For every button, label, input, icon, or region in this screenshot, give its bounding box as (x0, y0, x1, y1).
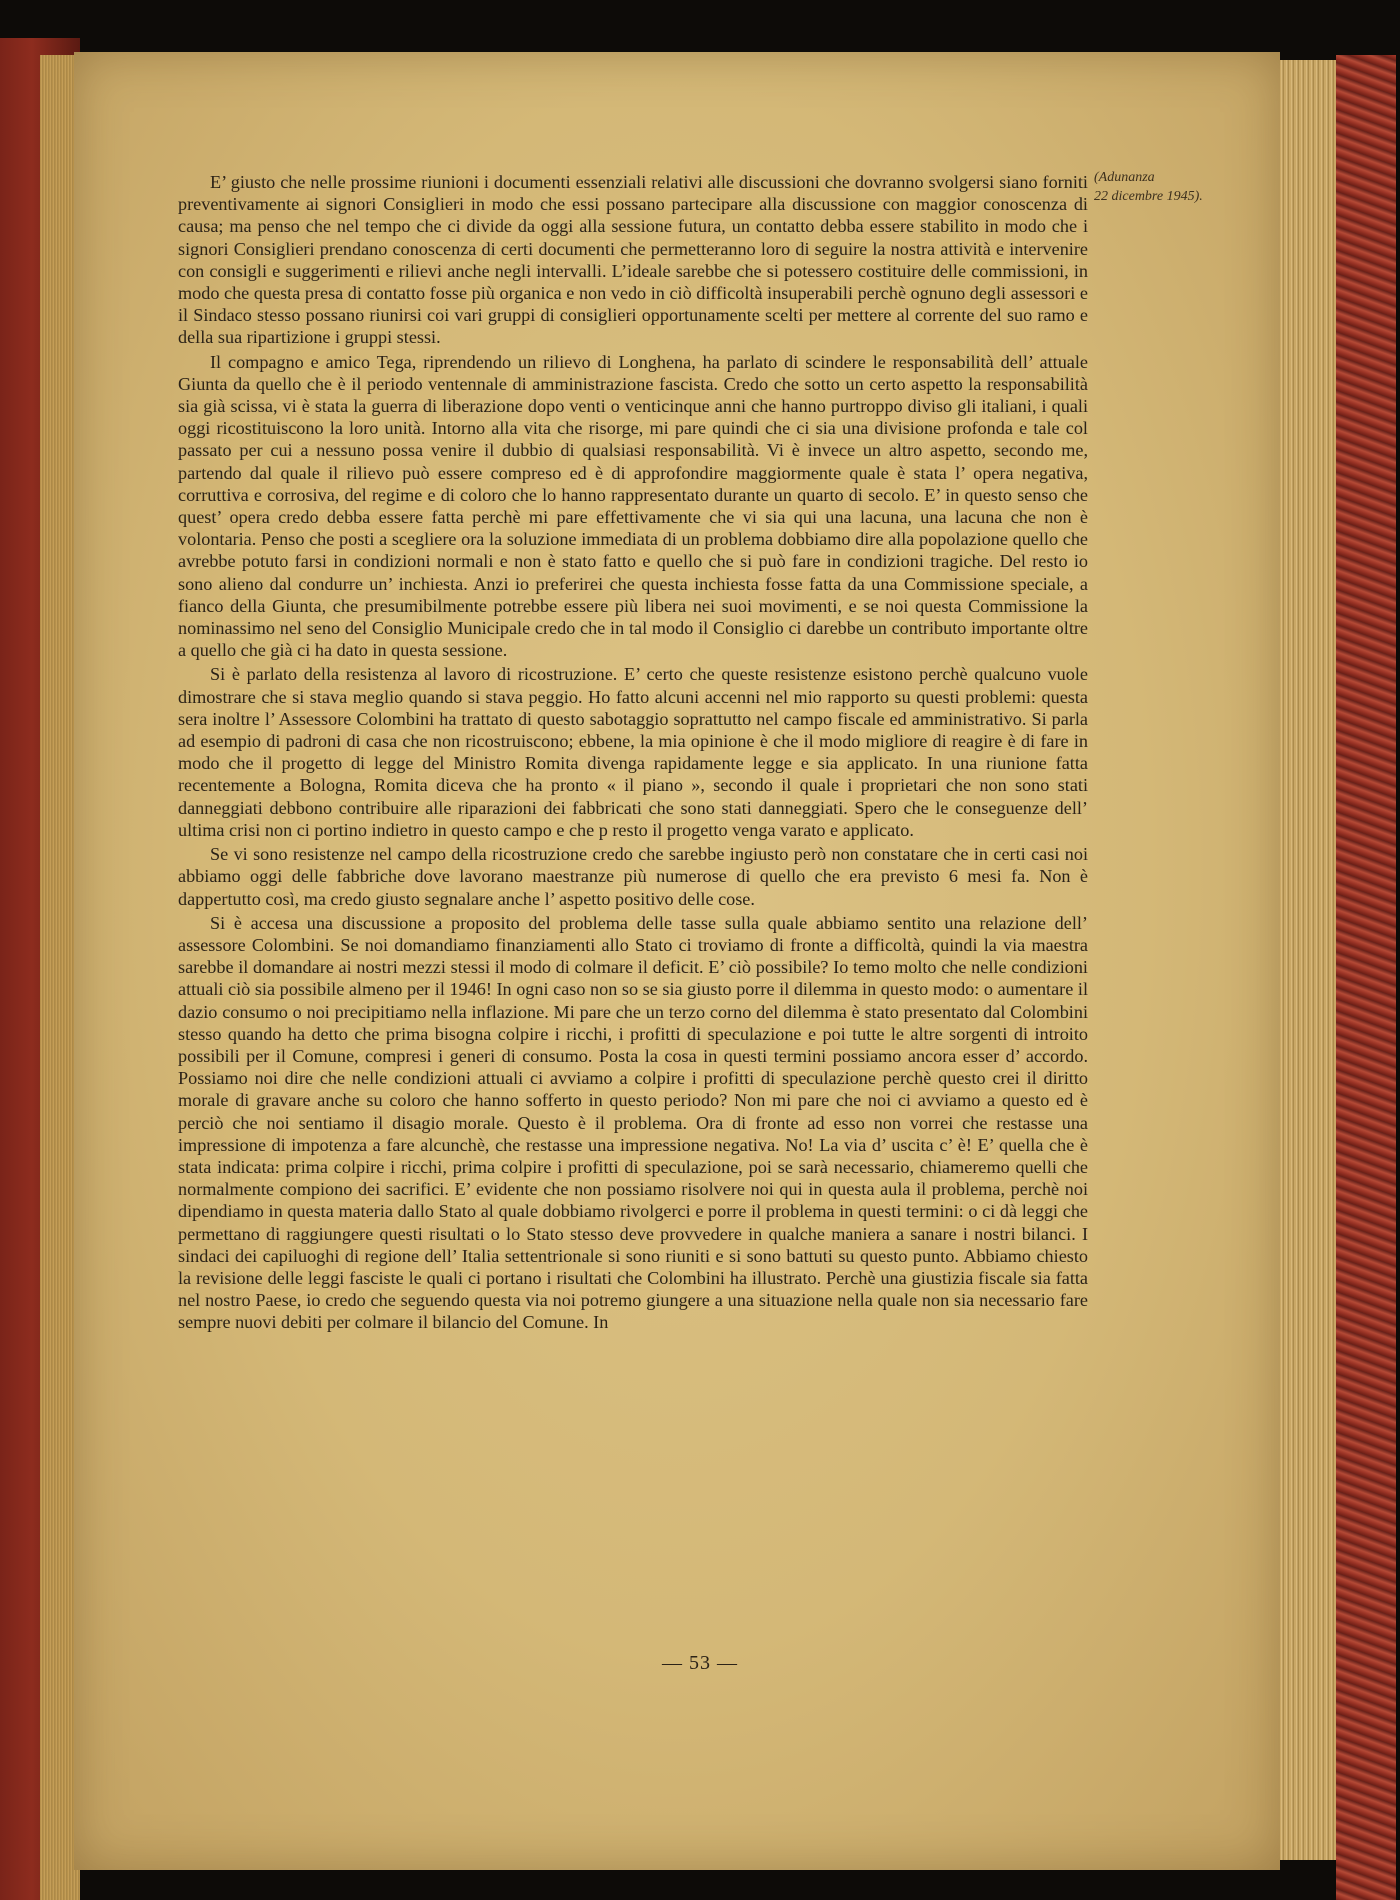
paragraph: Il compagno e amico Tega, riprendendo un rilievo di Longhena, ha parlato di scindere le responsabilità dell’ attuale Giunta da quello che è il periodo ventennale di amministrazione fascista. Credo che sotto un certo aspetto la responsabilità sia già scissa, vi è stata la guerra di liberazione dopo venti o venticinque anni che hanno purtroppo diviso gli italiani, i quali oggi ricostituiscono la loro unità. Intorno alla vita che risorge, mi pare quindi che ci sia una divisione profonda e tale col passato per cui a nessuno possa venire il dubbio di qualsiasi responsabilità. Vi è invece un altro aspetto, secondo me, partendo dal quale il rilievo può essere compreso ed è di approfondire maggiormente quale è stata l’ opera negativa, corruttiva e corrosiva, del regime e di coloro che lo hanno rappresentato durante un quarto di secolo. E’ in questo senso che quest’ opera credo debba essere fatta perchè mi pare effettivamente che vi sia qui una lacuna, una lacuna che non è volontaria. Penso che posti a scegliere ora la soluzione immediata di un problema dobbiamo dire alla popolazione quello che avrebbe potuto farsi in condizioni normali e non è stato fatto e quello che si può fare in condizioni tragiche. Del resto io sono alieno dal condurre un’ inchiesta. Anzi io preferirei che questa inchiesta fosse fatta da una Commissione speciale, a fianco della Giunta, che presumibilmente potrebbe essere più libera nei suoi movimenti, e se noi questa Commissione la nominassimo nel seno del Consiglio Municipale credo che in tal modo il Consiglio ci darebbe un contributo importante oltre a quello che già ci ha dato in questa sessione. (178, 351, 1088, 661)
margin-note-line: 22 dicembre 1945). (1094, 189, 1203, 204)
paragraph: Se vi sono resistenze nel campo della ricostruzione credo che sarebbe ingiusto però non constatare che in certi casi noi abbiamo oggi delle fabbriche dove lavorano maestranze più numerose di quello che era previsto 6 mesi fa. Non è dappertutto così, ma credo giusto segnalare anche l’ aspetto positivo delle cose. (178, 844, 1088, 909)
margin-note-line: (Adunanza (1094, 170, 1155, 185)
body-text (178, 171, 1088, 1334)
paragraph: E’ giusto che nelle prossime riunioni i documenti essenziali relativi alle discussioni che dovranno svolgersi siano forniti preventivamente ai signori Consiglieri in modo che essi possano partecipare alla discussione con maggior conoscenza di causa; ma penso che nel tempo che ci divide da oggi alla sessione futura, un contatto debba essere stabilito in modo che i signori Consiglieri prendano conoscenza di certi documenti che permetteranno loro di seguire la nostra attività e intervenire con consigli e suggerimenti e rilievi anche negli intervalli. L’ideale sarebbe che si potessero costituire delle commissioni, in modo che questa presa di contatto fosse più organica e non vedo in ciò difficoltà insuperabili perchè ognuno degli assessori e il Sindaco stesso possano riunirsi coi vari gruppi di consiglieri opportunamente scelti per mettere al corrente del suo ramo e della sua ripartizione i gruppi stessi. (178, 172, 1088, 348)
margin-note (1094, 168, 1226, 206)
paragraph: Si è accesa una discussione a proposito del problema delle tasse sulla quale abbiamo sentito una relazione dell’ assessore Colombini. Se noi domandiamo finanziamenti allo Stato ci troviamo di fronte a difficoltà, quindi la via maestra sarebbe il domandare ai nostri mezzi stessi il modo di colmare il deficit. E’ ciò possibile? Io temo molto che nelle condizioni attuali ciò sia possibile almeno per il 1946! In ogni caso non so se sia giusto porre il dilemma in questo modo: o aumentare il dazio consumo o noi precipitiamo nella inflazione. Mi pare che un terzo corno del dilemma è stato presentato dal Colombini stesso quando ha detto che prima bisogna colpire i ricchi, i profitti di speculazione e poi tutte le altre sorgenti di introito possibili per il Comune, compresi i generi di consumo. Posta la cosa in questi termini possiamo ancora esser d’ accordo. Possiamo noi dire che nelle condizioni attuali ci avviamo a colpire i profitti di speculazione perchè questo crei il diritto morale di gravare anche su coloro che hanno sofferto in questo periodo? Non mi pare che noi ci avviamo a questo ed è perciò che noi sentiamo il disagio morale. Questo è il problema. Ora di fronte ad esso non vorrei che restasse una impressione di impotenza a fare alcunchè, che restasse una impressione negativa. No! La via d’ uscita c’ è! E’ quella che è stata indicata: prima colpire i ricchi, prima colpire i profitti di speculazione, poi se sarà necessario, chiameremo quelli che normalmente compiono dei sacrifici. E’ evidente che non possiamo risolvere noi qui in questa aula il problema, perchè noi dipendiamo in questa materia dallo Stato al quale dobbiamo rivolgerci e porre il problema in questi termini: o ci dà leggi che permettano di raggiungere questi risultati o lo Stato stesso deve provvedere in qualche maniera a sanare i nostri bilanci. I sindaci dei capiluoghi di regione dell’ Italia settentrionale si sono riuniti e si sono battuti su questo punto. Abbiamo chiesto la revisione delle leggi fasciste le quali ci portano i risultati che Colombini ha illustrato. Perchè una giustizia fiscale sia fatta nel nostro Paese, io credo che seguendo questa via noi potremo giungere a una situazione nella quale non sia necessario fare sempre nuovi debiti per colmare il bilancio del Comune. In (178, 912, 1088, 1333)
paragraph: Si è parlato della resistenza al lavoro di ricostruzione. E’ certo che queste resistenze esistono perchè qualcuno vuole dimostrare che si stava meglio quando si stava peggio. Ho fatto alcuni accenni nel mio rapporto su questi problemi: questa sera inoltre l’ Assessore Colombini ha trattato di questo sabotaggio soprattutto nel campo fiscale ed amministrativo. Si parla ad esempio di padroni di casa che non ricostruiscono; ebbene, la mia opinione è che il modo migliore di reagire è di fare in modo che il progetto di legge del Ministro Romita divenga rapidamente legge e sia applicato. In una riunione fatta recentemente a Bologna, Romita diceva che ha pronto « il piano », secondo il quale i proprietari che non sono stati danneggiati debbono contribuire alle riparazioni dei fabbricati che sono stati danneggiati. Spero che le conseguenze dell’ ultima crisi non ci portino indietro in questo campo e che p resto il progetto venga varato e applicato. (178, 664, 1088, 840)
page-number: — 53 — (662, 1652, 738, 1674)
page-edges-right (1280, 60, 1336, 1860)
book-binding-right (1336, 55, 1396, 1900)
